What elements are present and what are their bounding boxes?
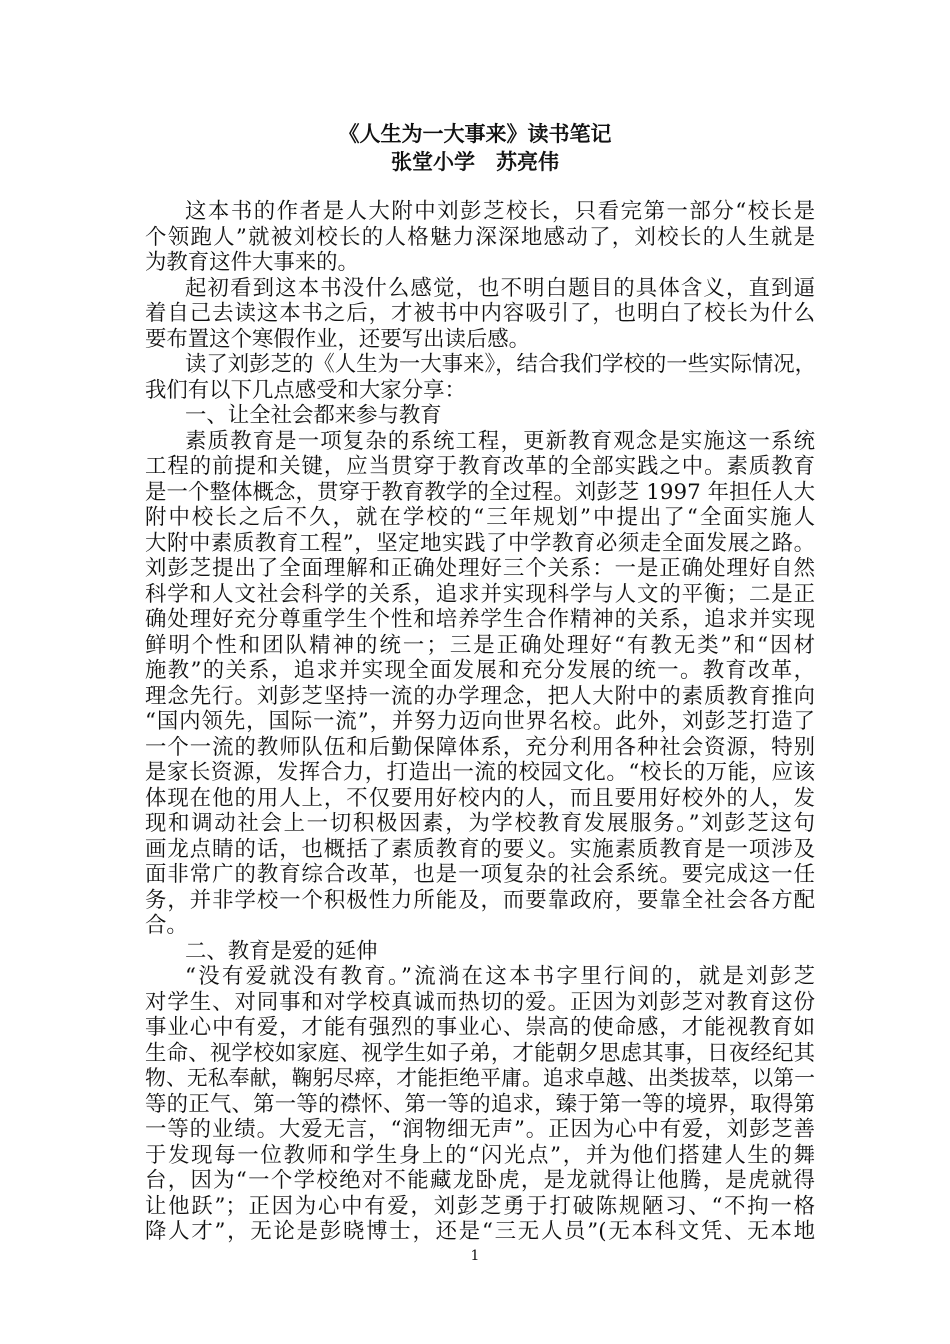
text-line: 等的正气、第一等的襟怀、第一等的追求，臻于第一等的境界，取得第 bbox=[145, 1091, 815, 1117]
document-body bbox=[145, 199, 815, 1245]
text-line: 起初看到这本书没什么感觉，也不明白题目的具体含义，直到逼 bbox=[185, 275, 815, 301]
text-line: 个领跑人”就被刘校长的人格魅力深深地感动了，刘校长的人生就是 bbox=[145, 224, 815, 250]
text-line: “国内领先，国际一流”，并努力迈向世界名校。此外，刘彭芝打造了 bbox=[145, 709, 815, 734]
text-line: 为教育这件大事来的。 bbox=[145, 250, 359, 275]
text-line: 面非常广的教育综合改革，也是一项复杂的社会系统。要完成这一任 bbox=[145, 862, 815, 887]
text-line: 画龙点睛的话，也概括了素质教育的要义。实施素质教育是一项涉及 bbox=[145, 836, 815, 862]
text-line: 物、无私奉献，鞠躬尽瘁，才能拒绝平庸。追求卓越、出类拔萃，以第一 bbox=[145, 1066, 815, 1090]
text-line: 体现在他的用人上，不仅要用好校内的人，而且要用好校外的人，发 bbox=[145, 785, 815, 811]
text-line: 着自己去读这本书之后，才被书中内容吸引了，也明白了校长为什么 bbox=[145, 301, 815, 326]
text-line: 素质教育是一项复杂的系统工程，更新教育观念是实施这一系统 bbox=[185, 428, 815, 454]
text-line: 科学和人文社会科学的关系，追求并实现科学与人文的平衡；二是正 bbox=[145, 581, 815, 607]
text-line: 读了刘彭芝的《人生为一大事来》，结合我们学校的一些实际情况， bbox=[185, 352, 817, 377]
text-line: 务，并非学校一个积极性力所能及，而要靠政府，要靠全社会各方配 bbox=[145, 887, 815, 913]
text-line: 于发现每一位教师和学生身上的“闪光点”，并为他们搭建人生的舞 bbox=[145, 1142, 815, 1168]
text-line: 是一个整体概念，贯穿于教育教学的全过程。刘彭芝 1997 年担任人大 bbox=[145, 479, 815, 505]
text-line: 是家长资源，发挥合力，打造出一流的校园文化。“校长的万能，应该 bbox=[145, 760, 815, 785]
text-line: 我们有以下几点感受和大家分享： bbox=[145, 377, 466, 403]
text-line: 一、让全社会都来参与教育 bbox=[185, 403, 442, 428]
text-line: 二、教育是爱的延伸 bbox=[185, 938, 378, 964]
text-line: 台，因为“一个学校绝对不能藏龙卧虎，是龙就得让他腾，是虎就得 bbox=[145, 1168, 815, 1193]
text-line: 让他跃”；正因为心中有爱，刘彭芝勇于打破陈规陋习、“不拘一格 bbox=[145, 1193, 815, 1219]
text-line: 这本书的作者是人大附中刘彭芝校长，只看完第一部分“校长是 bbox=[185, 199, 815, 224]
text-line: 一个一流的教师队伍和后勤保障体系，充分利用各种社会资源，特别 bbox=[145, 734, 815, 760]
document-author: 张堂小学 苏亮伟 bbox=[391, 150, 559, 174]
title-block bbox=[0, 120, 950, 176]
text-line: 合。 bbox=[145, 913, 188, 938]
text-line: 确处理好充分尊重学生个性和培养学生合作精神的关系，追求并实现 bbox=[145, 607, 815, 632]
text-line: 附中校长之后不久，就在学校的“三年规划”中提出了“全面实施人 bbox=[145, 505, 815, 530]
text-line: 工程的前提和关键，应当贯穿于教育改革的全部实践之中。素质教育 bbox=[145, 454, 815, 479]
document-title: 《人生为一大事来》读书笔记 bbox=[338, 122, 612, 146]
text-line: 对学生、对同事和对学校真诚而热切的爱。正因为刘彭芝对教育这份 bbox=[145, 989, 815, 1015]
text-line: 事业心中有爱，才能有强烈的事业心、崇高的使命感，才能视教育如 bbox=[145, 1015, 815, 1040]
text-line: 一等的业绩。大爱无言，“润物细无声”。正因为心中有爱，刘彭芝善 bbox=[145, 1117, 815, 1142]
page-number: 1 bbox=[470, 1248, 480, 1264]
text-line: 鲜明个性和团队精神的统一；三是正确处理好“有教无类”和“因材 bbox=[145, 632, 815, 658]
text-line: 生命、视学校如家庭、视学生如子弟，才能朝夕思虑其事，日夜经纪其 bbox=[145, 1040, 815, 1066]
text-line: 大附中素质教育工程”，坚定地实践了中学教育必须走全面发展之路。 bbox=[145, 530, 815, 556]
text-line: 施教”的关系，追求并实现全面发展和充分发展的统一。教育改革， bbox=[145, 658, 815, 683]
text-line: 降人才”，无论是彭晓博士，还是“三无人员”(无本科文凭、无本地 bbox=[145, 1219, 815, 1244]
text-line: “没有爱就没有教育。”流淌在这本书字里行间的，就是刘彭芝 bbox=[185, 964, 815, 989]
text-line: 要布置这个寒假作业，还要写出读后感。 bbox=[145, 326, 531, 352]
text-line: 现和调动社会上一切积极因素，为学校教育发展服务。”刘彭芝这句 bbox=[145, 811, 815, 836]
text-line: 刘彭芝提出了全面理解和正确处理好三个关系：一是正确处理好自然 bbox=[145, 556, 815, 581]
text-line: 理念先行。刘彭芝坚持一流的办学理念，把人大附中的素质教育推向 bbox=[145, 683, 815, 709]
